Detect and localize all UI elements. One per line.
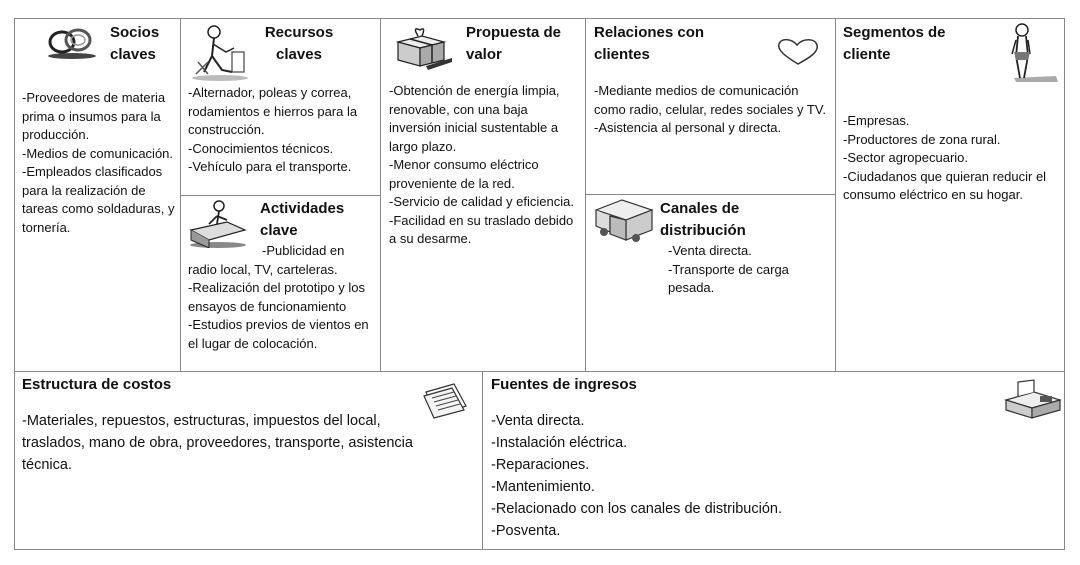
list-item: -Asistencia al personal y directa. [594, 120, 782, 135]
list-item: -Reparaciones. [491, 457, 590, 473]
person-working-icon [188, 22, 252, 82]
cash-register-icon [1004, 378, 1062, 420]
list-item: -Transporte de carga pesada. [668, 261, 789, 295]
grid-line [14, 18, 1065, 19]
list-item: -Realización del prototipo y los ensayos de funcionamiento [188, 280, 366, 314]
relaciones-clientes-list [594, 82, 830, 138]
list-item: -Proveedores de materia prima o insumos para la producción. [22, 90, 166, 142]
document-pages-icon [420, 380, 470, 420]
fuentes-ingresos-list [491, 410, 1011, 542]
relaciones-clientes-title: Relaciones con clientes [594, 24, 705, 63]
segmentos-cliente-list [843, 112, 1059, 205]
standing-person-icon [1004, 22, 1060, 84]
grid-line [14, 18, 15, 550]
list-item: -Servicio de calidad y eficiencia. [389, 194, 574, 209]
list-item: -Publicidad en radio local, TV, carteleras. [188, 243, 345, 277]
list-item: -Materiales, repuestos, estructuras, impuestos del local, traslados, mano de obra, proveedores, transporte, asistencia técnica. [22, 413, 413, 473]
heart-icon [775, 36, 821, 68]
list-item: -Ciudadanos que quieran reducir el consumo eléctrico en su hogar. [843, 168, 1047, 202]
grid-line [585, 194, 835, 195]
worker-at-desk-icon [187, 200, 249, 248]
list-item: -Facilidad en su traslado debido a su desarme. [389, 212, 574, 246]
list-item: -Alternador, poleas y correa, rodamientos e hierros para la construcción. [188, 85, 358, 137]
grid-line [180, 195, 380, 196]
delivery-truck-icon [592, 196, 656, 246]
grid-line [380, 18, 381, 372]
list-item: -Empleados clasificados para la realización de tareas como soldaduras, y tornería. [22, 164, 175, 235]
estructura-costos-title: Estructura de costos [22, 376, 172, 393]
list-item: -Mantenimiento. [491, 479, 595, 495]
canales-distribucion-list [668, 242, 818, 298]
list-item: -Venta directa. [491, 413, 585, 429]
list-item: -Menor consumo eléctrico proveniente de la red. [389, 157, 539, 191]
list-item: -Productores de zona rural. [843, 131, 1001, 147]
recursos-claves-title: Recursos claves [264, 24, 334, 63]
grid-line [14, 371, 1065, 372]
grid-line [482, 371, 483, 550]
fuentes-ingresos-title: Fuentes de ingresos [491, 376, 637, 393]
list-item: -Relacionado con los canales de distribución. [491, 501, 782, 517]
actividades-clave-title: Actividades clave [260, 200, 345, 239]
socios-claves-title: Socios claves [110, 24, 160, 63]
list-item: -Vehículo para el transporte. [188, 159, 352, 174]
estructura-costos-list [22, 410, 418, 476]
list-item: -Estudios previos de vientos en el lugar de colocación. [188, 317, 369, 351]
list-item: -Venta directa. [668, 243, 752, 258]
list-item: -Mediante medios de comunicación como radio, celular, redes sociales y TV. [594, 83, 826, 117]
list-item: -Empresas. [843, 113, 910, 128]
list-item: -Posventa. [491, 523, 561, 539]
canales-distribucion-title: Canales de distribución [660, 200, 746, 239]
gift-box-icon [392, 22, 456, 70]
segmentos-cliente-title: Segmentos de cliente [843, 24, 946, 63]
recursos-claves-list [188, 84, 376, 177]
propuesta-de-valor-title: Propuesta de valor [466, 24, 562, 63]
grid-line [585, 18, 586, 372]
propuesta-de-valor-list [389, 82, 581, 249]
actividades-clave-list [188, 242, 376, 353]
grid-line [835, 18, 836, 372]
chain-links-icon [42, 24, 102, 60]
list-item: -Medios de comunicación. [22, 145, 174, 161]
grid-line [180, 18, 181, 372]
list-item: -Instalación eléctrica. [491, 435, 628, 451]
list-item: -Conocimientos técnicos. [188, 140, 334, 156]
list-item: -Obtención de energía limpia, renovable, con una baja inversión inicial sustentable a largo plazo. [389, 83, 560, 154]
grid-line [1064, 18, 1065, 550]
list-item: -Sector agropecuario. [843, 150, 969, 165]
socios-claves-list [22, 89, 177, 237]
grid-line [14, 549, 1065, 550]
